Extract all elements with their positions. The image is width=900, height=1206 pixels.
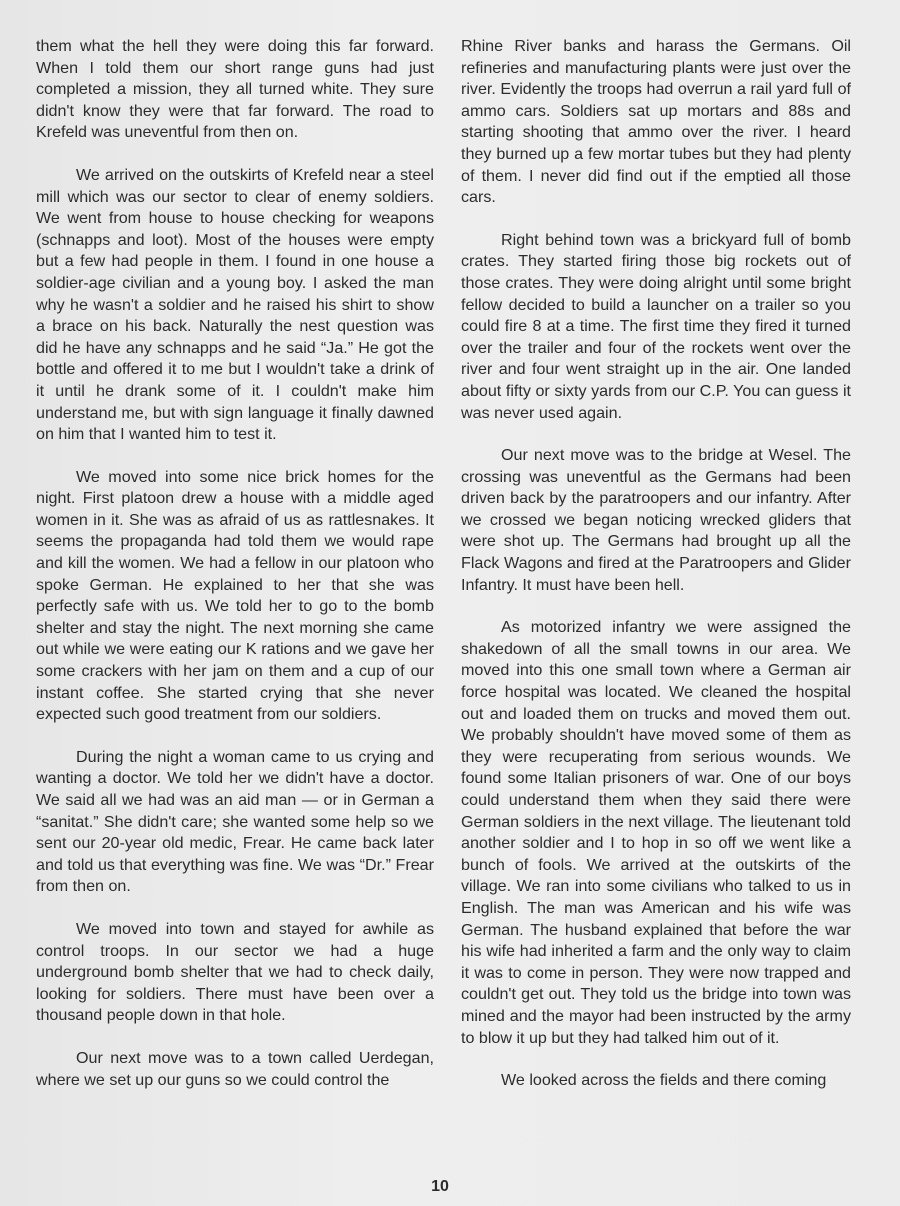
paragraph: As motorized infantry we were assigned the shakedown of all the small towns in our area. We moved into this one small town where a German air force hospital was located. We cleaned the hospital out and loaded them on trucks and moved them out. We probably shouldn't have moved some of them as they were recuperating from serious wounds. We found some Italian prisoners of war. One of our boys could understand them when they said there were German soldiers in the next village. The lieutenant told another soldier and I to hop in so off we went like a bunch of fools. We arrived at the outskirts of the village. We ran into some civilians who talked to us in English. The man was American and his wife was German. The husband explained that before the war his wife had inherited a farm and the only way to claim it was to come in person. They were now trapped and couldn't get out. They told us the bridge into town was mined and the mayor had been instructed by the army to blow it up but they had talked him out of it. — [461, 618, 851, 1047]
paragraph: We moved into some nice brick homes for the night. First platoon drew a house with a middle aged women in it. She was as afraid of us as rattlesnakes. It seems the propaganda had told them we would rape and kill the women. We had a fellow in our platoon who spoke German. He explained to her that she was perfectly safe with us. We told her to go to the bomb shelter and stay the night. The next morning she came out while we were eating our K rations and we gave her some crackers with her jam on them and a cup of our instant coffee. She started crying that she never expected such good treatment from our soldiers. — [36, 467, 434, 724]
paragraph: Right behind town was a brickyard full of bomb crates. They started firing those big rockets out of those crates. They were doing alright until some bright fellow decided to build a launcher on a trailer so you could fire 8 at a time. The first time they fired it turned over the trailer and four of the rockets went over the river and four went straight up in the air. One landed about fifty or sixty yards from our C.P. You can guess it was never used again. — [461, 230, 851, 422]
paragraph: Our next move was to the bridge at Wesel. The crossing was uneventful as the Germans had been driven back by the paratroopers and our infantry. After we crossed we began noticing wrecked gliders that were shot up. The Germans had brought up all the Flack Wagons and fired at the Paratroopers and Glider Infantry. It must have been hell. — [461, 446, 851, 594]
paragraph: During the night a woman came to us crying and wanting a doctor. We told her we didn't have a doctor. We said all we had was an aid man — or in German a “sanitat.” She didn't care; she wanted some help so we sent our 20-year old medic, Frear. He came back later and told us that everything was fine. We was “Dr.” Frear from then on. — [36, 747, 434, 896]
paragraph: We arrived on the outskirts of Krefeld near a steel mill which was our sector to clear of enemy soldiers. We went from house to house checking for weapons (schnapps and loot). Most of the houses were empty but a few had people in them. I found in one house a soldier-age civilian and a young boy. I asked the man why he wasn't a soldier and he raised his shirt to show a brace on his back. Naturally the nest question was did he have any schnapps and he said “Ja.” He got the bottle and offered it to me but I wouldn't take a drink of it until he drank some of it. I couldn't make him understand me, but with sign language it finally dawned on him that I wanted him to test it. — [36, 165, 434, 444]
page-number: 10 — [431, 1178, 449, 1195]
paragraph: We moved into town and stayed for awhile as control troops. In our sector we had a huge underground bomb shelter that we had to check daily, looking for soldiers. There must have been over a thousand people down in that hole. — [36, 919, 434, 1025]
left-column — [36, 36, 434, 1091]
right-column — [461, 36, 851, 1092]
paragraph: Rhine River banks and harass the Germans. Oil refineries and manufacturing plants were just over the river. Evidently the troops had overrun a rail yard full of ammo cars. Soldiers sat up mortars and 88s and starting shooting that ammo over the river. I heard they burned up a few mortar tubes but they had plenty of them. I never did find out if the emptied all those cars. — [461, 37, 851, 207]
paragraph: We looked across the fields and there coming — [501, 1071, 827, 1090]
paragraph: Our next move was to a town called Uerdegan, where we set up our guns so we could control the — [36, 1048, 434, 1089]
paragraph: them what the hell they were doing this far forward. When I told them our short range guns had just completed a mission, they all turned white. They sure didn't know they were that far forward. The road to Krefeld was uneventful from then on. — [36, 37, 434, 142]
